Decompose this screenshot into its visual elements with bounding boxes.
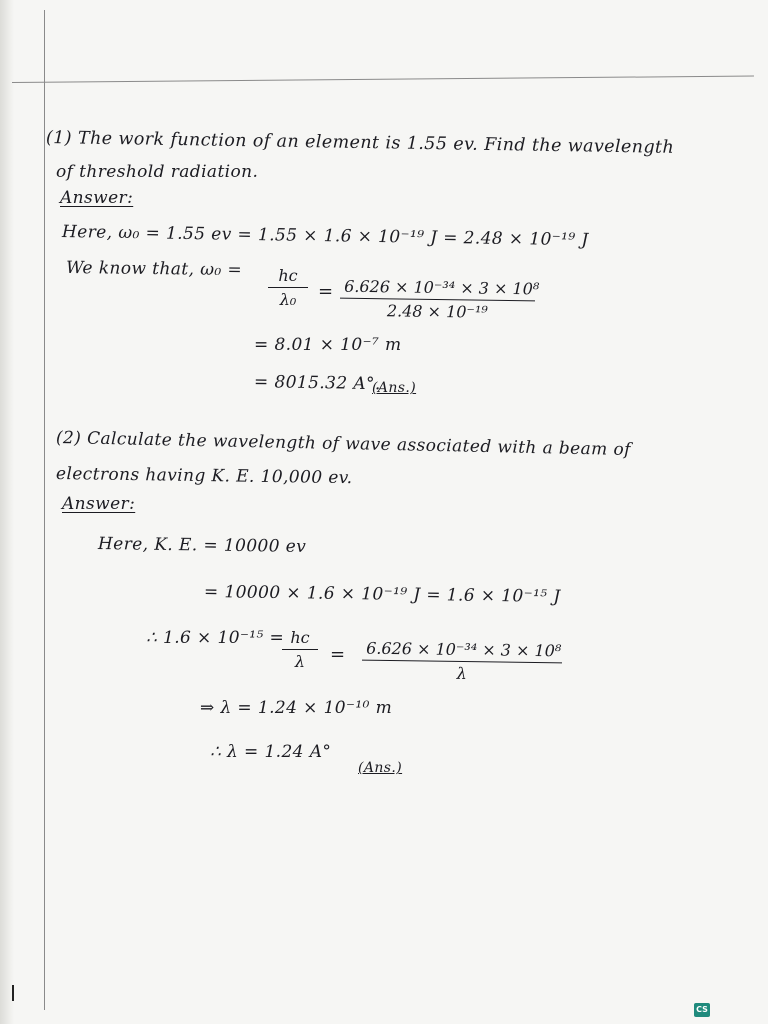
q1-frac1-den: λ₀ bbox=[279, 290, 297, 309]
q2-given: Here, K. E. = 10000 ev bbox=[97, 534, 307, 557]
q1-frac1-num: hc bbox=[278, 266, 298, 285]
q2-ans-tag: (Ans.) bbox=[358, 760, 403, 776]
q2-result1: ⇒ λ = 1.24 × 10⁻¹⁰ m bbox=[200, 698, 393, 718]
page-tick-mark bbox=[12, 985, 14, 1001]
q2-result2: ∴ λ = 1.24 A° bbox=[210, 742, 332, 762]
q1-fraction-value bbox=[340, 276, 540, 323]
q1-frac2-num: 6.626 × 10⁻³⁴ × 3 × 10⁸ bbox=[344, 276, 540, 299]
q2-frac1-den: λ bbox=[294, 652, 306, 671]
q1-result2: = 8015.32 A°. bbox=[253, 372, 381, 395]
q2-frac1-num: hc bbox=[290, 628, 310, 647]
q1-fraction-hc bbox=[268, 266, 308, 309]
q2-equals: = bbox=[330, 644, 346, 665]
q1-equals: = bbox=[318, 281, 334, 302]
camscanner-logo: CS bbox=[694, 1003, 710, 1017]
q2-frac2-den: λ bbox=[456, 663, 468, 684]
page-edge bbox=[0, 0, 14, 1024]
q1-given: Here, ω₀ = 1.55 ev = 1.55 × 1.6 × 10⁻¹⁹ J = 2.48 × 10⁻¹⁹ J bbox=[61, 222, 589, 251]
q2-statement-line2: electrons having K. E. 10,000 ev. bbox=[55, 464, 353, 489]
q1-result1: = 8.01 × 10⁻⁷ m bbox=[254, 335, 402, 355]
q2-convert: = 10000 × 1.6 × 10⁻¹⁹ J = 1.6 × 10⁻¹⁵ J bbox=[203, 582, 561, 607]
q1-frac2-den: 2.48 × 10⁻¹⁹ bbox=[386, 301, 488, 322]
q2-lead: ∴ 1.6 × 10⁻¹⁵ = bbox=[146, 628, 285, 648]
q2-fraction-hc bbox=[282, 628, 318, 671]
q1-formula-lead: We know that, ω₀ = bbox=[65, 258, 243, 281]
q1-answer-label: Answer: bbox=[60, 188, 134, 208]
q1-statement-line2: of threshold radiation. bbox=[56, 162, 259, 182]
q2-answer-label: Answer: bbox=[62, 494, 136, 514]
q1-statement-line1: (1) The work function of an element is 1.55 ev. Find the wavelength bbox=[45, 128, 675, 158]
q2-fraction-value bbox=[362, 639, 563, 685]
margin-line bbox=[44, 10, 45, 1010]
top-rule bbox=[12, 76, 754, 83]
q2-frac2-num: 6.626 × 10⁻³⁴ × 3 × 10⁸ bbox=[366, 638, 562, 661]
q2-statement-line1: (2) Calculate the wavelength of wave associated with a beam of bbox=[55, 428, 632, 461]
q1-ans-tag: (Ans.) bbox=[372, 380, 417, 396]
